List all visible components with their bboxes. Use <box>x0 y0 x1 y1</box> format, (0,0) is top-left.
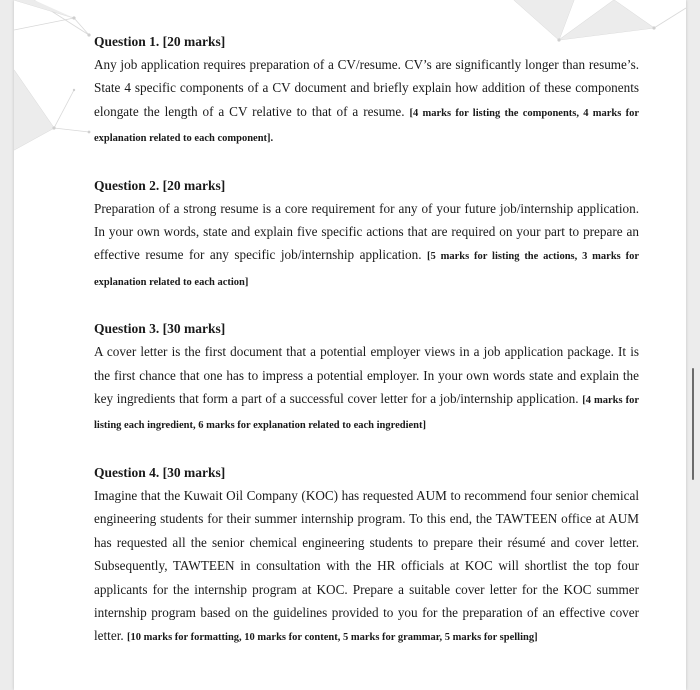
question-title: Question 3. [30 marks] <box>94 321 226 337</box>
question-4 <box>94 461 639 650</box>
marks-breakdown: [10 marks for formatting, 10 marks for content, 5 marks for grammar, 5 marks for spelling] <box>126 632 538 644</box>
question-text <box>94 197 639 295</box>
question-text <box>94 340 639 438</box>
question-body: A cover letter is the first document that a potential employer views in a job application package. It is the first chance that one has to impress a potential employer. In your own words state and explain the key ingredients that form a part of a successful cover letter for a job/internship application. <box>94 344 639 407</box>
question-text <box>94 53 639 151</box>
document-page <box>14 0 686 690</box>
assignment-questions <box>94 30 639 673</box>
marks-breakdown: [4 marks for listing the components, 4 marks for explanation related to each component]. <box>94 107 639 145</box>
vertical-scrollbar[interactable] <box>692 368 694 480</box>
question-body: Preparation of a strong resume is a core requirement for any of your future job/internship application. In your own words, state and explain five specific actions that are required on your part to prepare an effective resume for any specific job/internship application. <box>94 200 639 263</box>
question-1 <box>94 30 639 151</box>
question-title: Question 2. [20 marks] <box>94 177 226 193</box>
marks-breakdown: [5 marks for listing the actions, 3 marks for explanation related to each action] <box>94 251 639 288</box>
question-2 <box>94 174 639 295</box>
question-body: Any job application requires preparation of a CV/resume. CV’s are significantly longer than resume’s. State 4 specific components of a CV document and briefly explain how addition of these components elongate the length of a CV relative to that of a resume. <box>94 57 639 119</box>
question-text <box>94 484 639 650</box>
marks-breakdown: [4 marks for listing each ingredient, 6 marks for explanation related to each ingredient] <box>94 395 639 432</box>
question-body: Imagine that the Kuwait Oil Company (KOC) has requested AUM to recommend four senior chemical engineering students for their summer internship program. To this end, the TAWTEEN office at AUM has requested all the senior chemical engineering students to prepare their résumé and cover letter. Subsequently, TAWTEEN in consultation with the HR officials at KOC will shortlist the top four applicants for the internship program at KOC. Prepare a suitable cover letter for the KOC summer internship program based on the guidelines provided to you for the preparation of an effective cover letter. <box>94 487 639 644</box>
question-title: Question 4. [30 marks] <box>94 464 226 480</box>
question-3 <box>94 317 639 438</box>
question-title: Question 1. [20 marks] <box>94 34 226 49</box>
